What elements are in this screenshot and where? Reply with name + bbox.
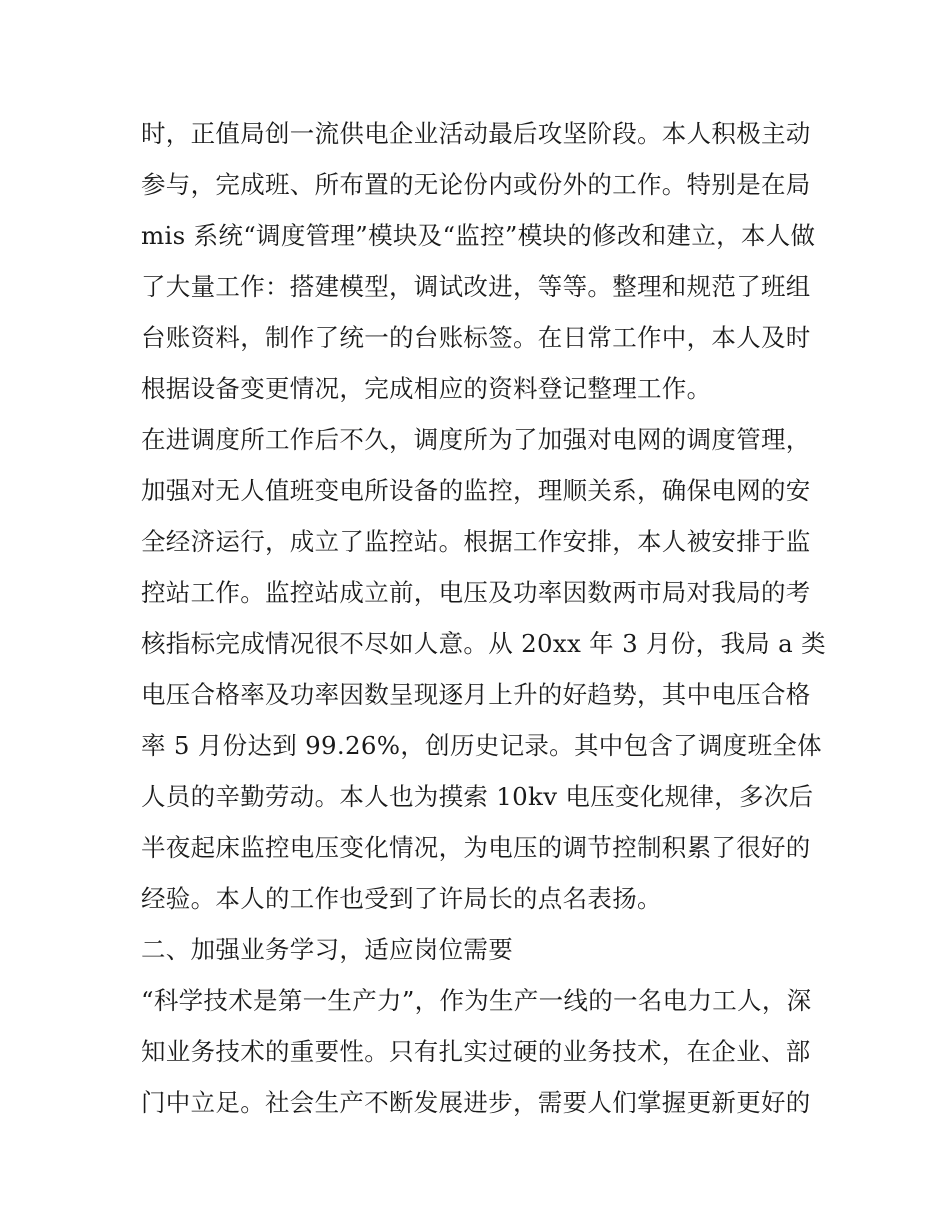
text-line: 全经济运行，成立了监控站。根据工作安排，本人被安排于监 [141,527,811,556]
text-line: 台账资料，制作了统一的台账标签。在日常工作中，本人及时 [141,323,811,352]
text-line: “科学技术是第一生产力”，作为生产一线的一名电力工人，深 [141,986,812,1015]
text-line: 率 5 月份达到 99.26%，创历史记录。其中包含了调度班全体 [141,731,822,760]
text-line: 加强对无人值班变电所设备的监控，理顺关系，确保电网的安 [141,476,811,505]
text-line: mis 系统“调度管理”模块及“监控”模块的修改和建立，本人做 [141,221,816,250]
section-heading: 二、加强业务学习，适应岗位需要 [141,935,513,964]
text-line: 根据设备变更情况，完成相应的资料登记整理工作。 [141,374,712,403]
text-line: 核指标完成情况很不尽如人意。从 20xx 年 3 月份，我局 a 类 [141,629,826,658]
text-line: 电压合格率及功率因数呈现逐月上升的好趋势，其中电压合格 [141,680,811,709]
body-text [141,108,826,1128]
text-line: 知业务技术的重要性。只有扎实过硬的业务技术，在企业、部 [141,1037,811,1066]
text-line: 半夜起床监控电压变化情况，为电压的调节控制积累了很好的 [141,833,811,862]
text-line: 时，正值局创一流供电企业活动最后攻坚阶段。本人积极主动 [141,119,811,148]
text-line: 控站工作。监控站成立前，电压及功率因数两市局对我局的考 [141,578,811,607]
text-line: 门中立足。社会生产不断发展进步，需要人们掌握更新更好的 [141,1088,811,1117]
text-line: 在进调度所工作后不久，调度所为了加强对电网的调度管理， [141,425,811,454]
text-line: 经验。本人的工作也受到了许局长的点名表扬。 [141,884,662,913]
text-line: 了大量工作：搭建模型，调试改进，等等。整理和规范了班组 [141,272,811,301]
text-line: 参与，完成班、所布置的无论份内或份外的工作。特别是在局 [141,170,811,199]
text-line: 人员的辛勤劳动。本人也为摸索 10kv 电压变化规律，多次后 [141,782,814,811]
